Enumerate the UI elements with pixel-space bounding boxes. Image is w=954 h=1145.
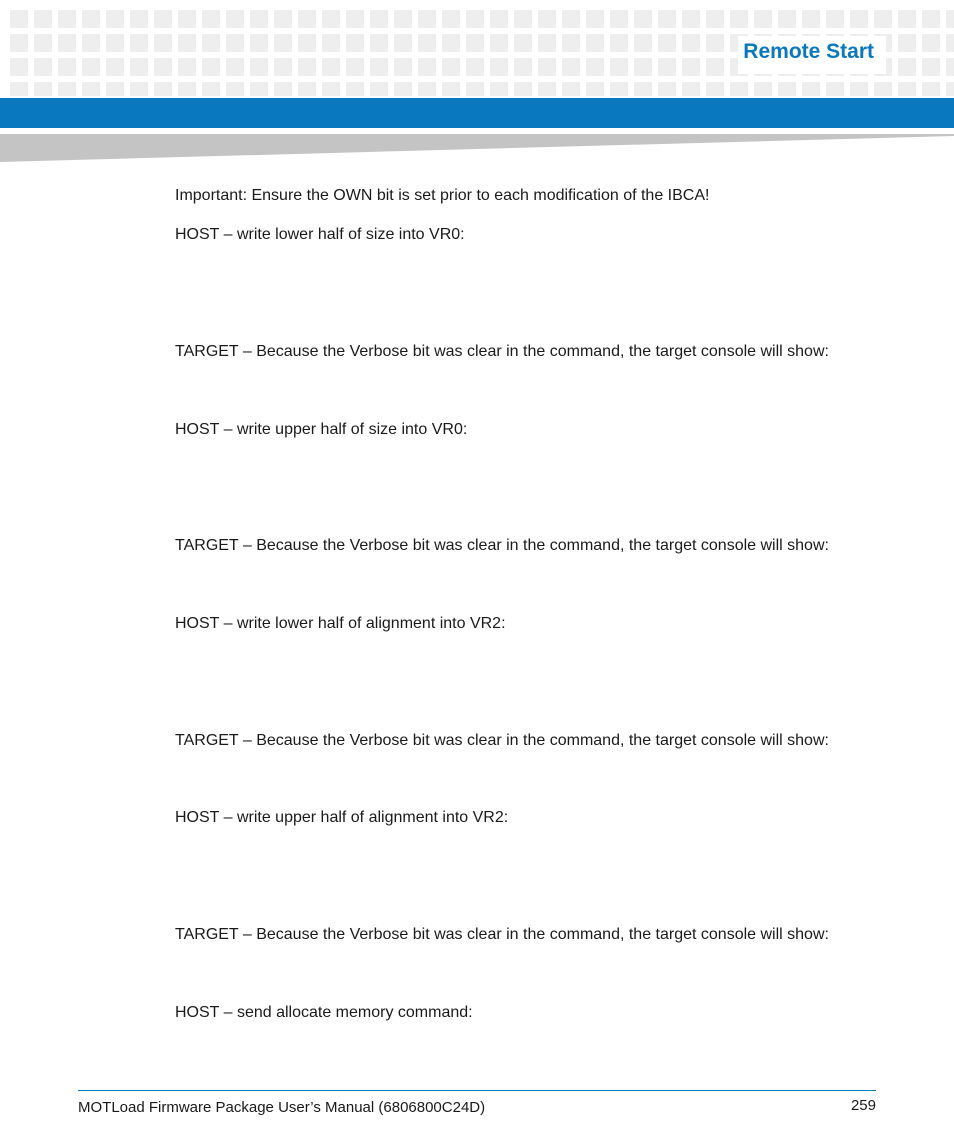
important-note: Important: Ensure the OWN bit is set prior to each modification of the IBCA! bbox=[175, 187, 710, 204]
target-output-1: TARGET – Because the Verbose bit was clear in the command, the target console will show: bbox=[175, 343, 829, 360]
target-output-2: TARGET – Because the Verbose bit was clear in the command, the target console will show: bbox=[175, 537, 829, 554]
host-step-upper-size: HOST – write upper half of size into VR0: bbox=[175, 421, 468, 438]
header-blue-bar bbox=[0, 98, 954, 128]
section-title: Remote Start bbox=[743, 40, 874, 63]
header-gray-wedge bbox=[0, 130, 954, 164]
footer-rule bbox=[78, 1090, 876, 1091]
page-number: 259 bbox=[850, 1097, 876, 1114]
target-output-4: TARGET – Because the Verbose bit was clear in the command, the target console will show: bbox=[175, 926, 829, 943]
host-step-lower-size: HOST – write lower half of size into VR0: bbox=[175, 226, 465, 243]
host-step-lower-alignment: HOST – write lower half of alignment into VR2: bbox=[175, 615, 506, 632]
host-step-upper-alignment: HOST – write upper half of alignment into VR2: bbox=[175, 809, 509, 826]
target-output-3: TARGET – Because the Verbose bit was clear in the command, the target console will show: bbox=[175, 732, 829, 749]
host-step-allocate-memory: HOST – send allocate memory command: bbox=[175, 1004, 473, 1021]
footer-manual-title: MOTLoad Firmware Package User’s Manual (6806800C24D) bbox=[78, 1099, 486, 1116]
